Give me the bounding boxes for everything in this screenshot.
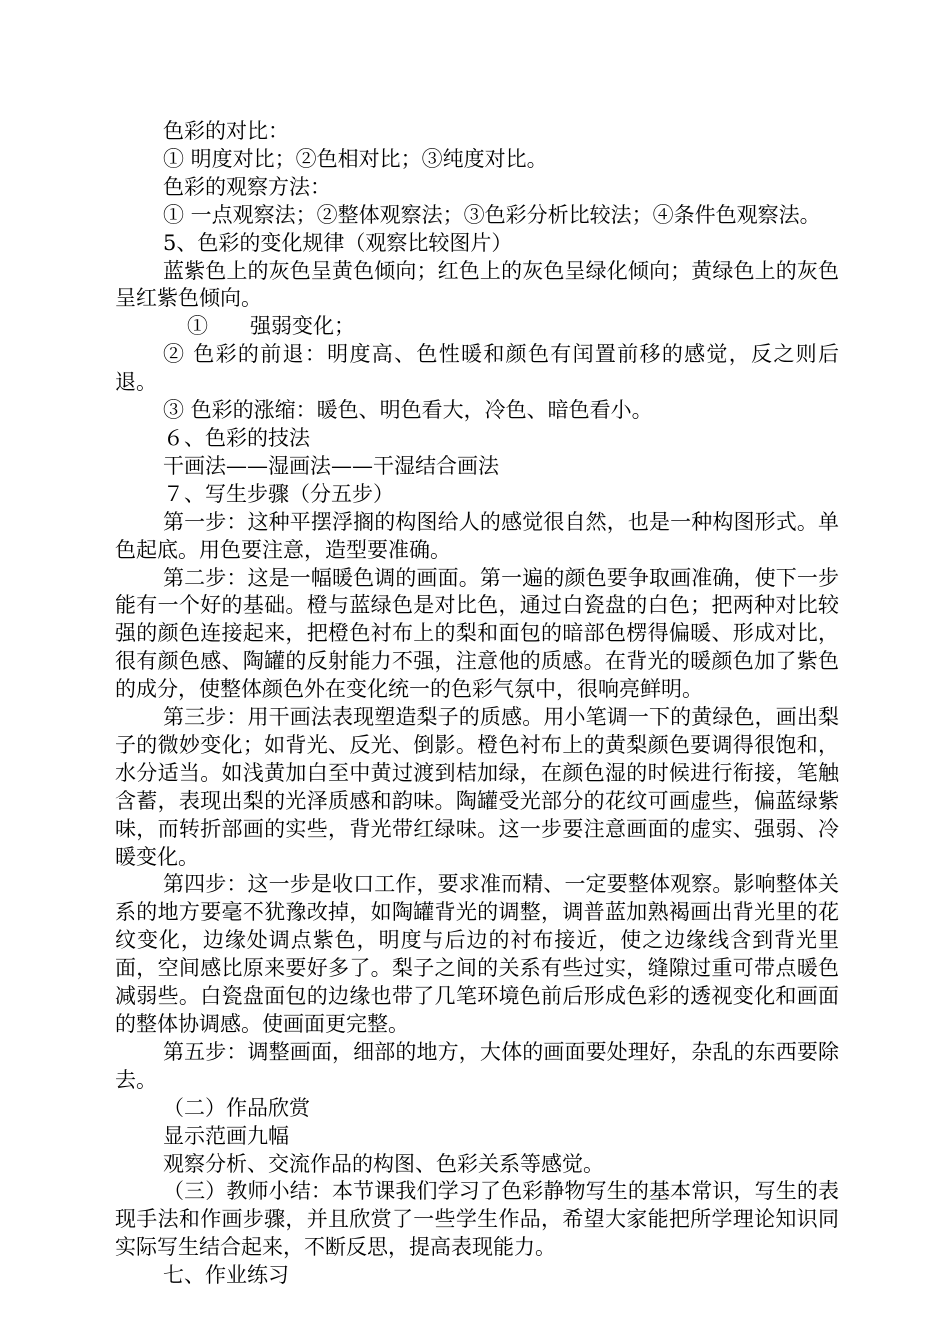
paragraph-section-6-heading: ６、色彩的技法 <box>163 425 310 450</box>
paragraph-homework-heading: 七、作业练习 <box>163 1263 289 1288</box>
paragraph-gray-tendency: 蓝紫色上的灰色呈黄色倾向；红色上的灰色呈绿化倾向；黄绿色上的灰色呈红紫色倾向。 <box>115 258 839 311</box>
paragraph-observation-heading: 色彩的观察方法： <box>163 174 331 199</box>
paragraph-section-5-heading: 5、色彩的变化规律（观察比较图片） <box>163 230 513 255</box>
paragraph-advance-retreat: ② 色彩的前退：明度高、色性暖和颜色有闰置前移的感觉，反之则后退。 <box>115 342 839 395</box>
paragraph-color-contrast-heading: 色彩的对比： <box>163 119 289 143</box>
paragraph-appreciation-heading: （二）作品欣赏 <box>163 1095 310 1120</box>
paragraph-observe-analyze: 观察分析、交流作品的构图、色彩关系等感觉。 <box>163 1151 604 1176</box>
paragraph-teacher-summary: （三）教师小结：本节课我们学习了色彩静物写生的基本常识，写生的表现手法和作画步骤，并且欣赏了一些学生作品，希望大家能把所学理论知识同实际写生结合起来，不断反思，提高表现能力。 <box>115 1179 839 1260</box>
paragraph-expand-contract: ③ 色彩的涨缩：暖色、明色看大，冷色、暗色看小。 <box>163 398 653 423</box>
paragraph-show-paintings: 显示范画九幅 <box>163 1123 289 1148</box>
paragraph-observation-methods: ① 一点观察法；②整体观察法；③色彩分析比较法；④条件色观察法。 <box>163 202 821 227</box>
paragraph-step-1: 第一步：这种平摆浮搁的构图给人的感觉很自然，也是一种构图形式。单色起底。用色要注意，造型要准确。 <box>115 509 839 562</box>
paragraph-strength-change: ① 强弱变化； <box>187 314 355 339</box>
paragraph-techniques: 干画法——湿画法——干湿结合画法 <box>163 453 499 478</box>
paragraph-step-4: 第四步：这一步是收口工作，要求准而精、一定要整体观察。影响整体关系的地方要毫不犹豫改掉，如陶罐背光的调整，调普蓝加熟褐画出背光里的花纹变化，边缘处调点紫色，明度与后边的衬布接近，使之边缘线含到背光里面，空间感比原来要好多了。梨子之间的关系有些过实，缝隙过重可带点暖色减弱些。白瓷盘面包的边缘也带了几笔环境色前后形成色彩的透视变化和画面的整体协调感。使画面更完整。 <box>115 872 839 1036</box>
paragraph-step-5: 第五步：调整画面，细部的地方，大体的画面要处理好，杂乱的东西要除去。 <box>115 1039 839 1092</box>
paragraph-section-7-heading: ７、写生步骤（分五步） <box>163 481 394 506</box>
paragraph-step-3: 第三步：用干画法表现塑造梨子的质感。用小笔调一下的黄绿色，画出梨子的微妙变化；如背光、反光、倒影。橙色衬布上的黄梨颜色要调得很饱和，水分适当。如浅黄加白至中黄过渡到桔加绿，在颜色湿的时候进行衔接，笔触含蓄，表现出梨的光泽质感和韵味。陶罐受光部分的花纹可画虚些，偏蓝绿紫味，而转折部画的实些，背光带红绿味。这一步要注意画面的虚实、强弱、冷暖变化。 <box>115 705 839 869</box>
paragraph-contrast-types: ① 明度对比；②色相对比；③纯度对比。 <box>163 146 548 171</box>
paragraph-step-2: 第二步：这是一幅暖色调的画面。第一遍的颜色要争取画准确，使下一步能有一个好的基础。橙与蓝绿色是对比色，通过白瓷盘的白色；把两种对比较强的颜色连接起来，把橙色衬布上的梨和面包的暗部色楞得偏暖、形成对比，很有颜色感、陶罐的反射能力不强，注意他的质感。在背光的暖颜色加了紫色的成分，使整体颜色外在变化统一的色彩气氛中，很响亮鲜明。 <box>115 565 839 702</box>
document-page <box>115 118 839 1290</box>
